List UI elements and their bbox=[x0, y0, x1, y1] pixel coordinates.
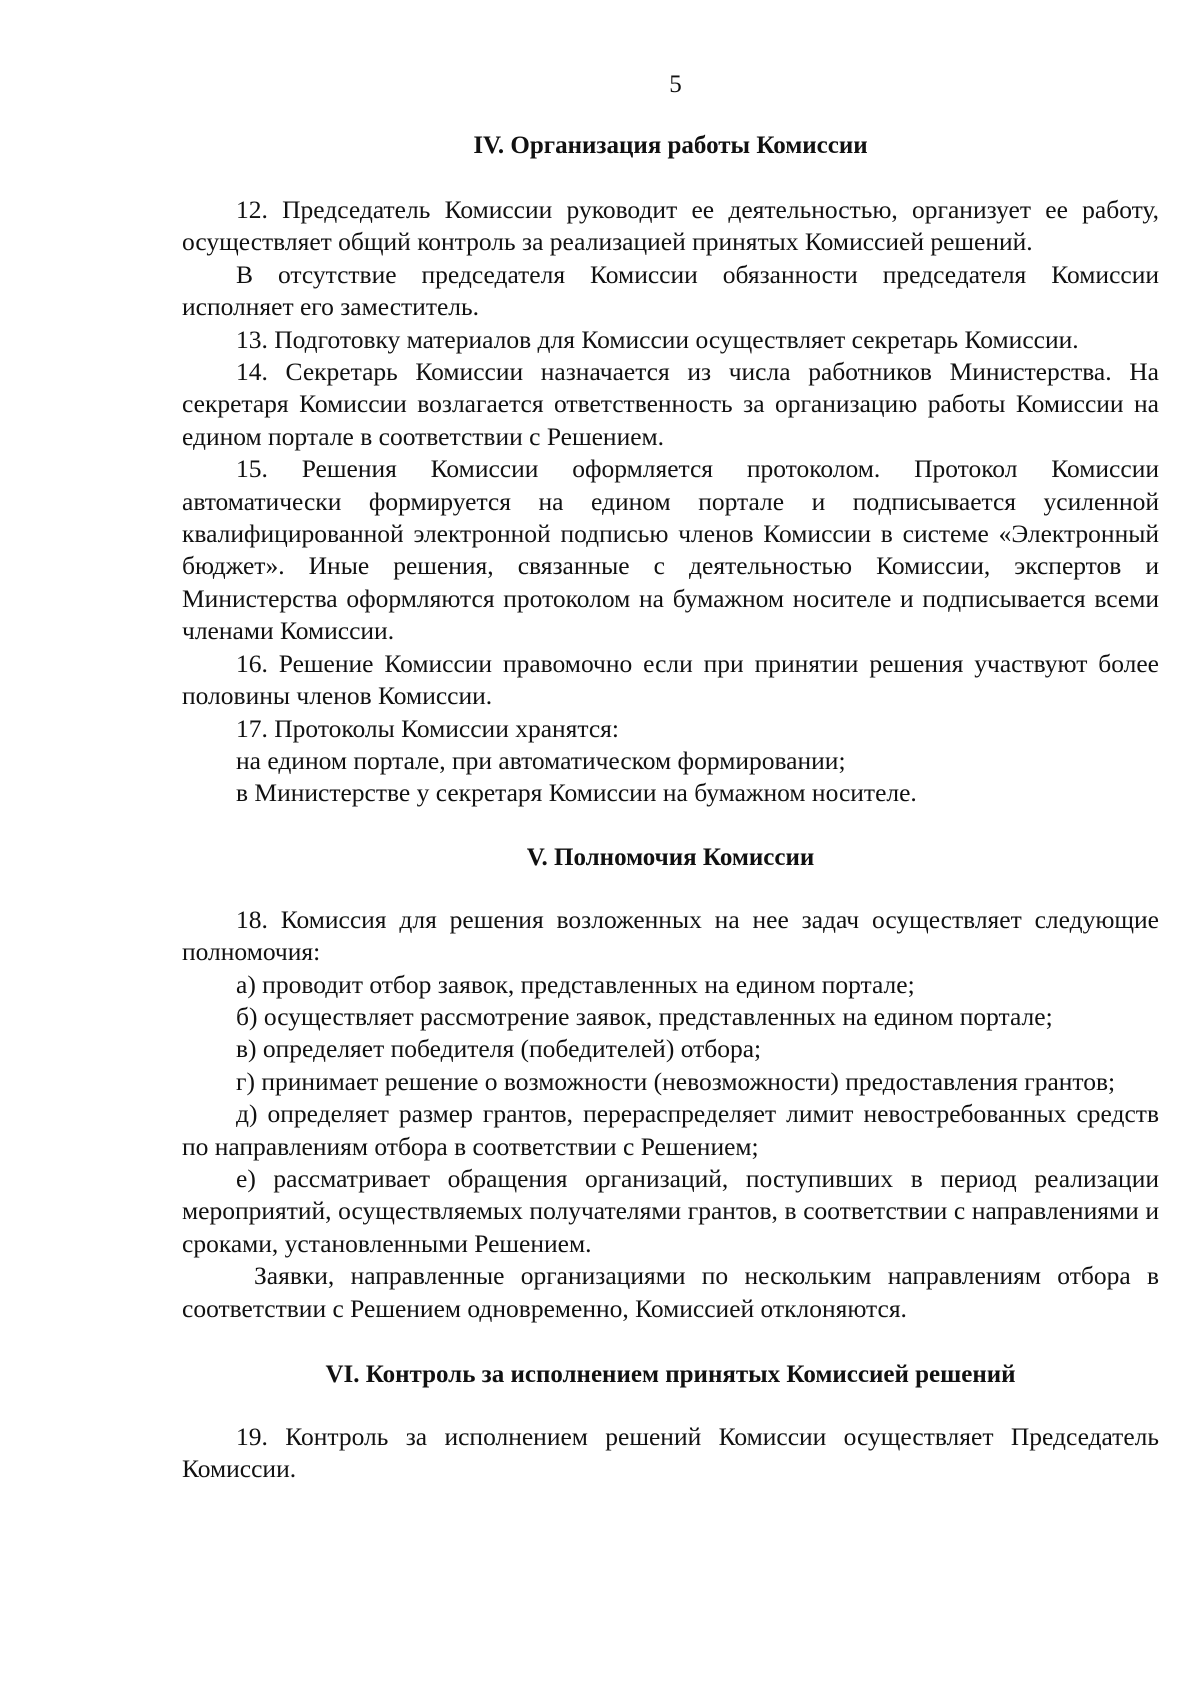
paragraph-17: 17. Протоколы Комиссии хранятся: bbox=[236, 713, 619, 743]
paragraph-18-item-e: е) рассматривает обращения организаций, поступивших в период реализации мероприятий, осуществляемых получателями грантов, в соответствии с направлениями и сроками, установленными Решением. bbox=[182, 1163, 1159, 1258]
section-iv bbox=[182, 130, 1159, 810]
paragraph-18-item-d: д) определяет размер грантов, перераспределяет лимит невостребованных средств по направлениям отбора в соответствии с Решением; bbox=[182, 1099, 1159, 1161]
paragraph-18-item-g: г) принимает решение о возможности (невозможности) предоставления грантов; bbox=[236, 1066, 1116, 1096]
paragraph-17-item-ministry: в Министерстве у секретаря Комиссии на бумажном носителе. bbox=[236, 778, 917, 808]
section-vi bbox=[182, 1359, 1159, 1486]
paragraph-19: 19. Контроль за исполнением решений Комиссии осуществляет Председатель Комиссии. bbox=[182, 1422, 1159, 1484]
paragraph-18-item-a: а) проводит отбор заявок, представленных на едином портале; bbox=[236, 969, 915, 999]
paragraph-18-item-v: в) определяет победителя (победителей) отбора; bbox=[236, 1034, 762, 1064]
paragraph-14: 14. Секретарь Комиссии назначается из числа работников Министерства. На секретаря Комиссии возлагается ответственность за организацию работы Комиссии на едином портале в соответствии с Решением. bbox=[182, 357, 1159, 451]
document-page bbox=[182, 70, 1159, 1486]
paragraph-applications-rejected: Заявки, направленные организациями по нескольким направлениям отбора в соответствии с Решением одновременно, Комиссией отклоняются. bbox=[182, 1261, 1159, 1323]
paragraph-18-item-b: б) осуществляет рассмотрение заявок, представленных на едином портале; bbox=[236, 1001, 1053, 1031]
paragraph-16: 16. Решение Комиссии правомочно если при принятии решения участвуют более половины членов Комиссии. bbox=[182, 648, 1159, 711]
section-v-title: V. Полномочия Комиссии bbox=[526, 843, 815, 871]
page-number: 5 bbox=[669, 71, 682, 98]
paragraph-18: 18. Комиссия для решения возложенных на нее задач осуществляет следующие полномочия: bbox=[182, 904, 1159, 967]
section-iv-title: IV. Организация работы Комиссии bbox=[473, 132, 868, 159]
paragraph-12: 12. Председатель Комиссии руководит ее деятельностью, организует ее работу, осуществляет общий контроль за реализацией принятых Комиссией решений. bbox=[182, 195, 1159, 257]
section-v bbox=[182, 842, 1159, 1325]
paragraph-13: 13. Подготовку материалов для Комиссии осуществляет секретарь Комиссии. bbox=[236, 324, 1079, 354]
paragraph-12-deputy: В отсутствие председателя Комиссии обязанности председателя Комиссии исполняет его заместитель. bbox=[182, 259, 1159, 322]
section-vi-title: VI. Контроль за исполнением принятых Комиссией решений bbox=[325, 1361, 1016, 1388]
paragraph-17-item-portal: на едином портале, при автоматическом формировании; bbox=[236, 745, 846, 775]
paragraph-15: 15. Решения Комиссии оформляется протоколом. Протокол Комиссии автоматически формируется на едином портале и подписывается усиленной квалифицированной электронной подписью членов Комиссии в системе «Электронный бюджет». Иные решения, связанные с деятельностью Комиссии, экспертов и Министерства оформляются протоколом на бумажном носителе и подписывается всеми членами Комиссии. bbox=[182, 454, 1159, 646]
